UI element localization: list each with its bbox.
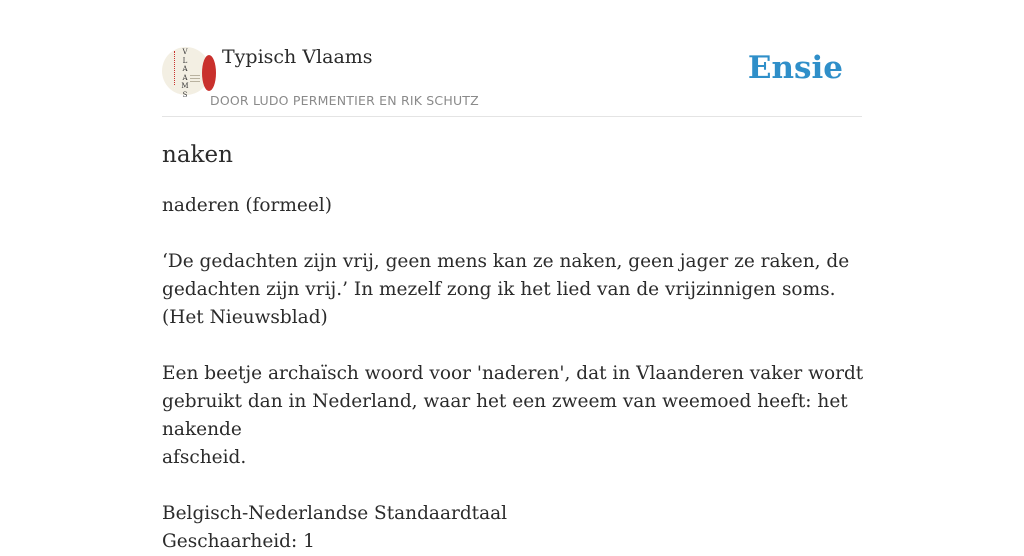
explanation-line: gebruikt dan in Nederland, waar het een zweem van weemoed heeft: het nakende <box>162 391 848 440</box>
entry-category: Belgisch-Nederlandse Standaardtaal <box>162 503 508 524</box>
logo-dotted-line <box>174 51 176 85</box>
logo-letter: S <box>182 90 188 99</box>
quote-line: ‘De gedachten zijn vrij, geen mens kan ze naken, geen jager ze raken, de <box>162 251 850 272</box>
entry-word: naken <box>162 142 233 168</box>
brand-logo[interactable]: Ensie <box>747 50 843 86</box>
blog-title[interactable]: Typisch Vlaams <box>222 46 373 68</box>
entry-content <box>162 138 864 556</box>
quote-source: (Het Nieuwsblad) <box>162 307 328 328</box>
entry-rating: Geschaarheid: 1 <box>162 531 315 552</box>
entry-definition: naderen (formeel) <box>162 195 332 216</box>
blog-header <box>162 40 862 117</box>
logo-letter: M <box>181 82 189 91</box>
explanation-line: afscheid. <box>162 447 247 468</box>
logo-letter: A <box>182 73 188 82</box>
entry-explanation <box>162 360 864 472</box>
logo-letter: A <box>182 65 188 74</box>
blog-byline: DOOR LUDO PERMENTIER EN RIK SCHUTZ <box>210 93 479 108</box>
logo-letters <box>179 48 191 100</box>
explanation-line: Een beetje archaïsch woord voor 'naderen', dat in Vlaanderen vaker wordt <box>162 363 864 384</box>
quote-line: gedachten zijn vrij.’ In mezelf zong ik het lied van de vrijzinnigen soms. <box>162 279 836 300</box>
blog-logo[interactable] <box>162 47 210 99</box>
logo-subtext-lines <box>190 75 200 85</box>
logo-red-accent <box>202 55 216 91</box>
logo-letter: L <box>182 56 188 65</box>
logo-letter: V <box>182 48 188 56</box>
entry-quote <box>162 248 864 332</box>
